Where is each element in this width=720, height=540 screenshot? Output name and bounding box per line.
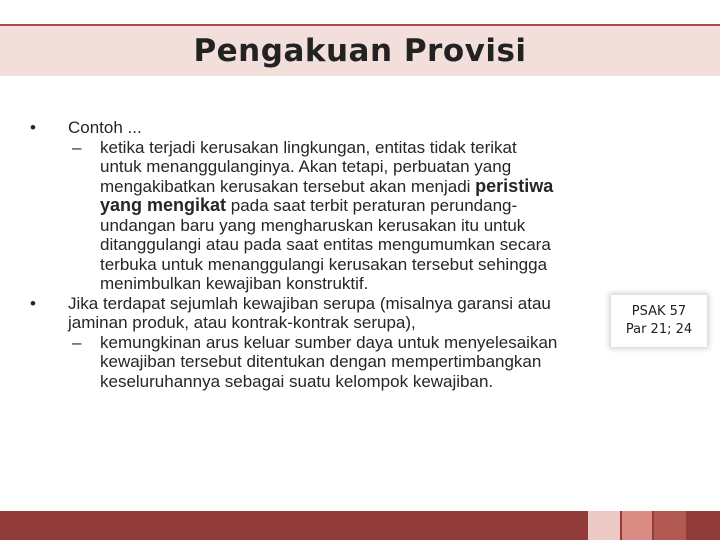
bullet-marker: • xyxy=(30,293,36,313)
bullet-continuation: jaminan produk, atau kontrak-kontrak serupa), xyxy=(68,313,416,332)
dash-marker: – xyxy=(72,137,82,157)
slide-body xyxy=(30,118,630,391)
bullet-text: Contoh ... xyxy=(68,118,142,137)
sub-line: ditanggulangi atau pada saat entitas mengumumkan secara xyxy=(100,235,551,254)
emphasis-text: yang mengikat xyxy=(100,195,227,215)
sub-line: terbuka untuk menanggulangi kerusakan tersebut sehingga xyxy=(100,254,548,274)
footer-square-medium xyxy=(622,511,652,540)
sub-line xyxy=(100,196,630,216)
title-band xyxy=(0,26,720,76)
sub-line: ketika terjadi kerusakan lingkungan, entitas tidak terikat xyxy=(100,137,517,157)
sub-item-1 xyxy=(30,138,630,294)
sub-line: kemungkinan arus keluar sumber daya untuk menyelesaikan xyxy=(100,332,558,352)
dash-marker: – xyxy=(72,332,82,352)
slide-title: Pengakuan Provisi xyxy=(193,33,527,69)
sub-line: kewajiban tersebut ditentukan dengan mempertimbangkan xyxy=(100,352,542,371)
footer-square-light xyxy=(588,511,620,540)
sub-line: keseluruhannya sebagai suatu kelompok kewajiban. xyxy=(100,371,494,391)
bullet-item-2 xyxy=(30,294,630,314)
sub-text: mengakibatkan kerusakan tersebut akan menjadi xyxy=(100,176,476,196)
bullet-item-1 xyxy=(30,118,630,138)
sub-line: untuk menanggulanginya. Akan tetapi, perbuatan yang xyxy=(100,157,512,176)
sub-item-2 xyxy=(30,333,630,392)
emphasis-text: peristiwa xyxy=(475,175,554,196)
reference-standard: PSAK 57 xyxy=(631,304,687,319)
sub-text: pada saat terbit peraturan perundang- xyxy=(226,196,518,215)
reference-paragraph: Par 21; 24 xyxy=(625,322,693,337)
sub-line: undangan baru yang mengharuskan kerusakan itu untuk xyxy=(100,215,526,235)
reference-callout xyxy=(611,295,707,347)
footer-square-dark xyxy=(654,511,686,540)
sub-line xyxy=(100,177,630,197)
bullet-line: Jika terdapat sejumlah kewajiban serupa (misalnya garansi atau xyxy=(68,293,551,313)
sub-line: menimbulkan kewajiban konstruktif. xyxy=(100,274,369,293)
bullet-marker: • xyxy=(30,118,36,137)
